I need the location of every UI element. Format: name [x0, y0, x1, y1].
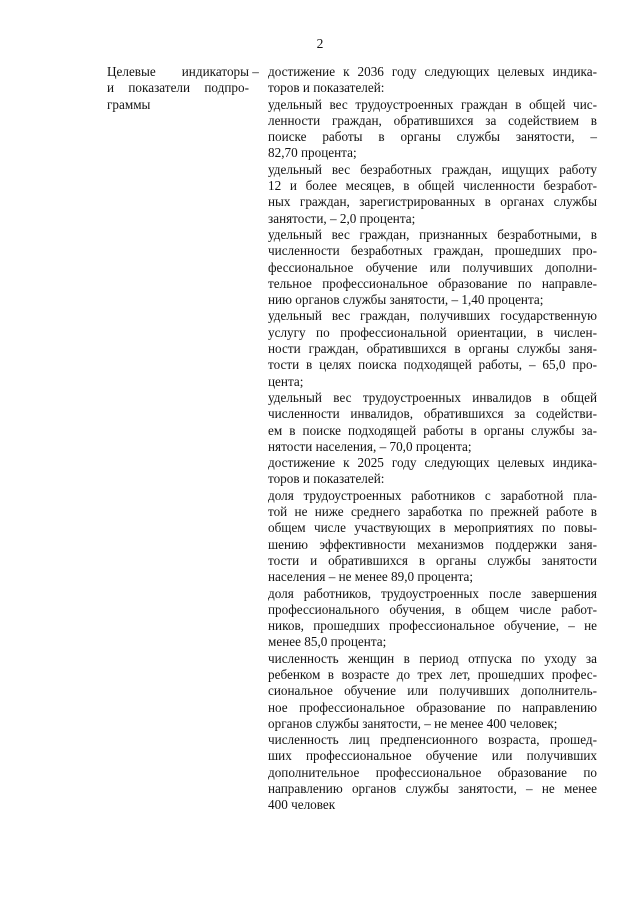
content-line: ное профессиональное образование по направлению [268, 699, 597, 715]
content-line: 400 человек [268, 797, 336, 813]
content-line: численности инвалидов, обратившихся за содействи- [268, 406, 597, 422]
content-line: 82,70 процента; [268, 145, 357, 161]
content-line: удельный вес трудоустроенных граждан в общей чис- [268, 96, 597, 112]
content-line: услугу по профессиональной ориентации, в числен- [268, 324, 597, 340]
row-label-line: и показатели подпро- [107, 80, 249, 96]
content-line: удельный вес безработных граждан, ищущих работу [268, 161, 597, 177]
content-line: численность женщин в период отпуска по уходу за [268, 650, 597, 666]
content-line: органов службы занятости, – не менее 400 человек; [268, 715, 558, 731]
content-line: тости и обратившихся в органы службы занятости [268, 552, 597, 568]
separator-dash: – [252, 64, 259, 79]
content-line: сиональное обучение или получивших дополнитель- [268, 683, 597, 699]
content-line: ных граждан, зарегистрированных в органах службы [268, 194, 597, 210]
content-line: цента; [268, 373, 304, 389]
content-line: ленности граждан, обратившихся за содействием в [268, 112, 597, 128]
content-line: поиске работы в органы службы занятости, – [268, 129, 597, 145]
content-line: общем числе участвующих в мероприятиях по повы- [268, 520, 597, 536]
content-line: доля трудоустроенных работников с заработной пла- [268, 487, 597, 503]
content-line: ности граждан, обратившихся в органы службы заня- [268, 341, 597, 357]
content-line: ников, прошедших профессиональное обучение, – не [268, 618, 597, 634]
row-label-line: Целевые индикаторы [107, 64, 249, 79]
content-line: менее 85,0 процента; [268, 634, 387, 650]
content-line: направлению органов службы занятости, – не менее [268, 781, 597, 797]
content-line: ем в поиске подходящей работы в органы службы за- [268, 422, 597, 438]
row-label-line: граммы [107, 96, 151, 112]
content-line: численности безработных граждан, прошедших про- [268, 243, 597, 259]
row-content-cell [268, 64, 597, 814]
content-line: населения – не менее 89,0 процента; [268, 569, 474, 585]
row-label-cell [107, 64, 249, 113]
content-line: профессионального обучения, в общем числе работ- [268, 601, 597, 617]
content-line: торов и показателей: [268, 471, 385, 487]
content-line: занятости, – 2,0 процента; [268, 210, 416, 226]
content-line: численность лиц предпенсионного возраста, прошед- [268, 732, 597, 748]
content-line: удельный вес трудоустроенных инвалидов в общей [268, 389, 597, 405]
content-line: шению эффективности механизмов поддержки заня- [268, 536, 597, 552]
content-line: ребенком в возрасте до трех лет, прошедших профес- [268, 666, 597, 682]
content-line: достижение к 2025 году следующих целевых индика- [268, 455, 597, 471]
content-line: торов и показателей: [268, 80, 385, 96]
content-line: дополнительное профессиональное образование по [268, 764, 597, 780]
content-line: той не ниже среднего заработка по прежней работе в [268, 504, 597, 520]
page-number: 2 [316, 36, 324, 51]
content-line: доля работников, трудоустроенных после завершения [268, 585, 597, 601]
content-line: фессиональное обучение или получивших дополни- [268, 259, 597, 275]
content-line: тельное профессиональное образование по направле- [268, 275, 597, 291]
content-line: достижение к 2036 году следующих целевых индика- [268, 64, 597, 79]
content-line: удельный вес граждан, признанных безработными, в [268, 226, 597, 242]
content-line: 12 и более месяцев, в общей численности безработ- [268, 178, 597, 194]
content-line: тости в целях поиска подходящей работы, – 65,0 про- [268, 357, 597, 373]
content-line: нятости населения, – 70,0 процента; [268, 438, 472, 454]
content-line: удельный вес граждан, получивших государственную [268, 308, 597, 324]
content-line: ших профессиональное обучение или получивших [268, 748, 597, 764]
content-line: нию органов службы занятости, – 1,40 процента; [268, 292, 544, 308]
